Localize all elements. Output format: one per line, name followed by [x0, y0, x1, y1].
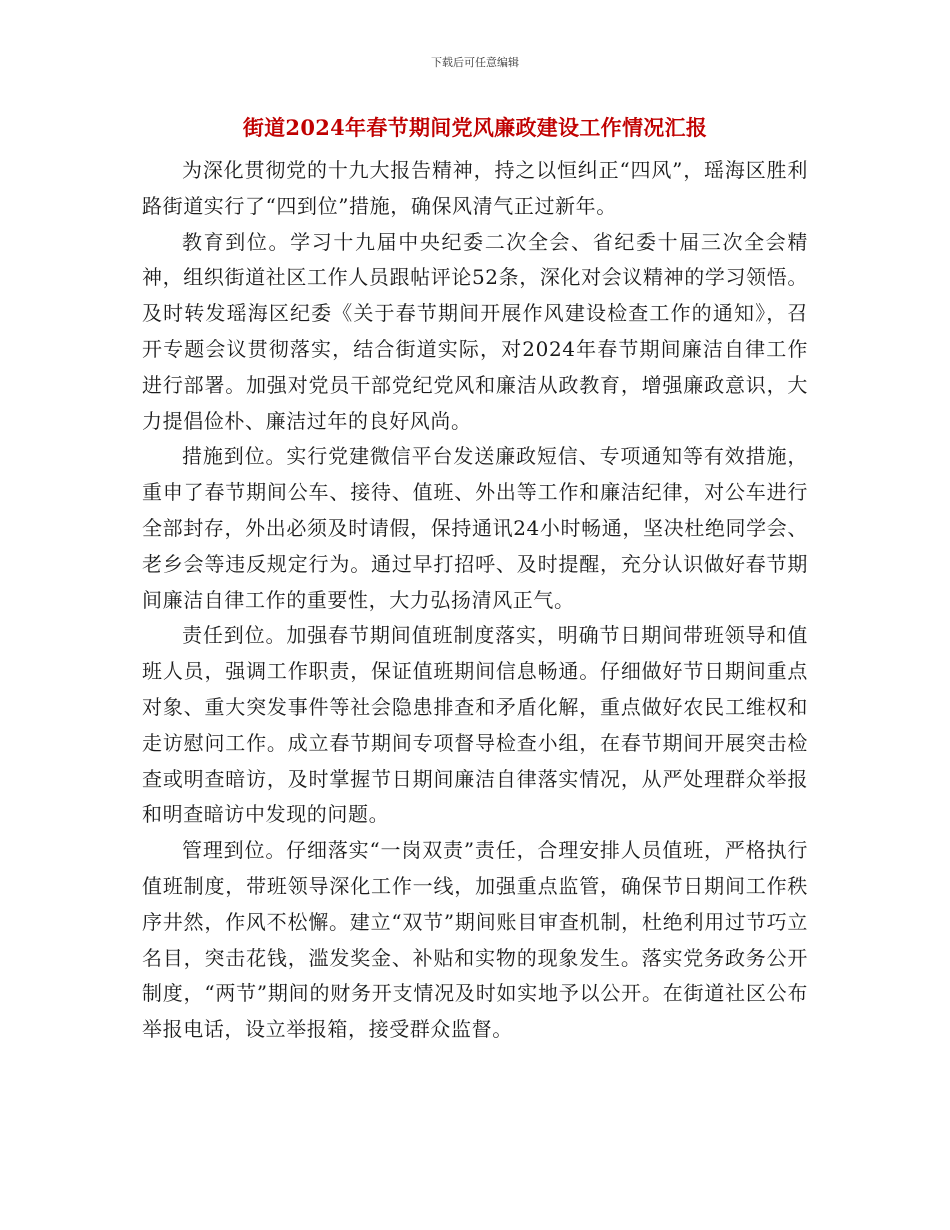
paragraph-intro: 为深化贯彻党的十九大报告精神，持之以恒纠正“四风”，瑶海区胜利路街道实行了“四到位”措施，确保风清气正过新年。 [142, 158, 808, 218]
document-title: 街道2024年春节期间党风廉政建设工作情况汇报 [242, 115, 708, 140]
document-body [142, 153, 808, 1048]
paragraph-management: 管理到位。仔细落实“一岗双责”责任，合理安排人员值班，严格执行值班制度，带班领导深化工作一线，加强重点监管，确保节日期间工作秩序井然，作风不松懈。建立“双节”期间账目审查机制，杜绝利用过节巧立名目，突击花钱，滥发奖金、补贴和实物的现象发生。落实党务政务公开制度，“两节”期间的财务开支情况及时如实地予以公开。在街道社区公布举报电话，设立举报箱，接受群众监督。 [142, 838, 808, 1042]
paragraph-responsibility: 责任到位。加强春节期间值班制度落实，明确节日期间带班领导和值班人员，强调工作职责，保证值班期间信息畅通。仔细做好节日期间重点对象、重大突发事件等社会隐患排查和矛盾化解，重点做好农民工维权和走访慰问工作。成立春节期间专项督导检查小组，在春节期间开展突击检查或明查暗访，及时掌握节日期间廉洁自律落实情况，从严处理群众举报和明查暗访中发现的问题。 [142, 623, 808, 827]
paragraph-education: 教育到位。学习十九届中央纪委二次全会、省纪委十届三次全会精神，组织街道社区工作人员跟帖评论52条，深化对会议精神的学习领悟。及时转发瑶海区纪委《关于春节期间开展作风建设检查工作的通知》，召开专题会议贯彻落实，结合街道实际，对2024年春节期间廉洁自律工作进行部署。加强对党员干部党纪党风和廉洁从政教育，增强廉政意识，大力提倡俭朴、廉洁过年的良好风尚。 [142, 229, 808, 433]
header-note: 下载后可任意编辑 [431, 56, 519, 69]
paragraph-measures: 措施到位。实行党建微信平台发送廉政短信、专项通知等有效措施，重申了春节期间公车、接待、值班、外出等工作和廉洁纪律，对公车进行全部封存，外出必须及时请假，保持通讯24小时畅通，坚决杜绝同学会、老乡会等违反规定行为。通过早打招呼、及时提醒，充分认识做好春节期间廉洁自律工作的重要性，大力弘扬清风正气。 [142, 444, 808, 612]
